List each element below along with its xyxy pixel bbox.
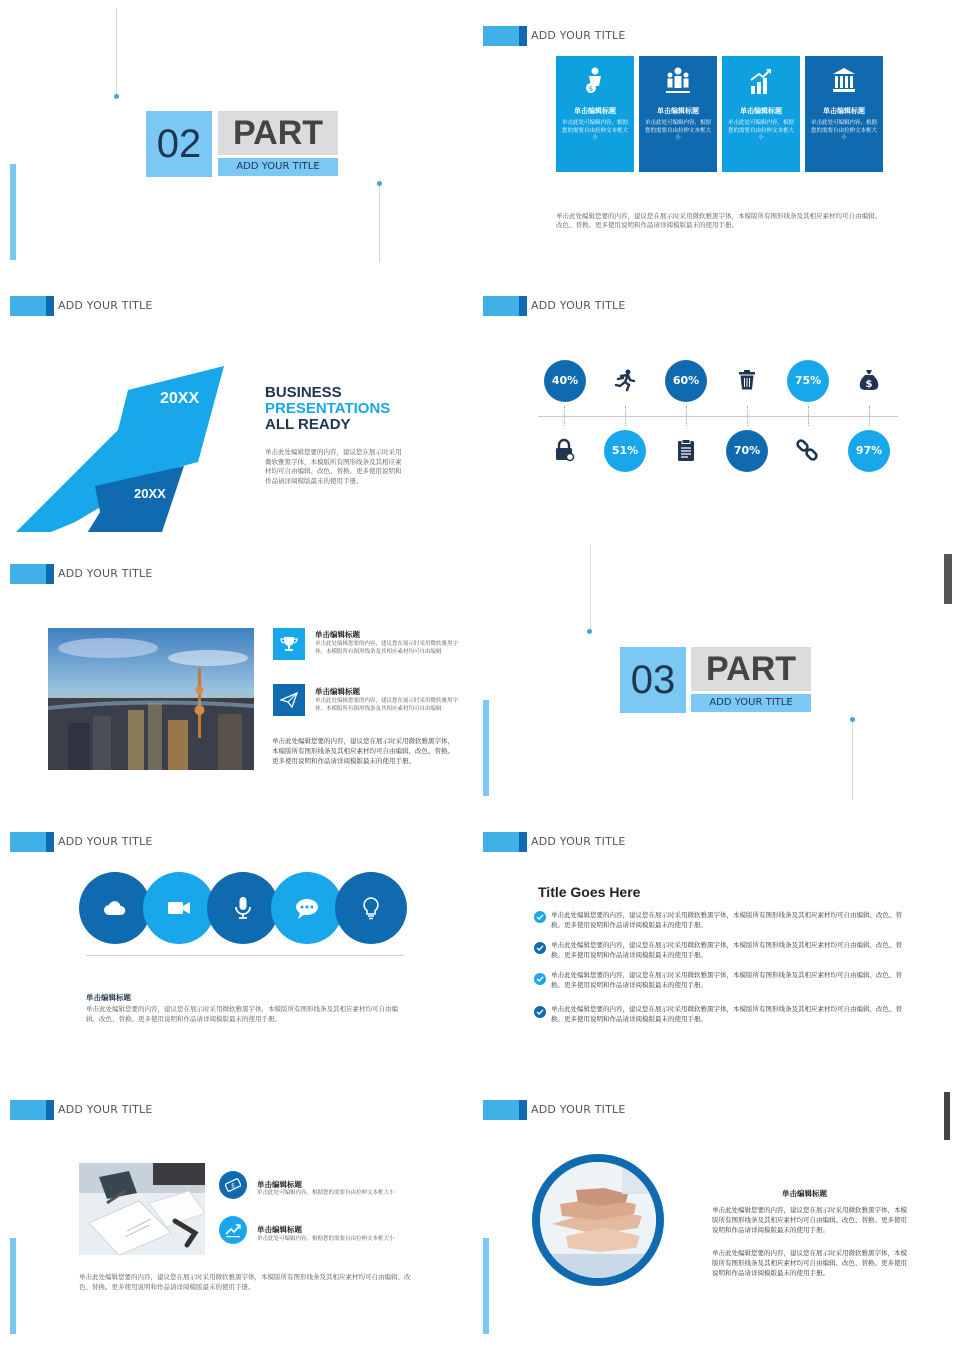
feature-box-1 <box>556 56 634 172</box>
runner-icon <box>613 368 637 392</box>
slide-title: ADD YOUR TITLE <box>58 567 153 580</box>
decor-line-bottom <box>379 186 380 262</box>
svg-text:$: $ <box>865 379 873 390</box>
office-paragraph: 单击此处编辑您要的内容，建议您在展示时采用微软雅黑字体，本模版所有图形线条及其相应素材均可自由编辑、改色、替换。更多使用说明和作品请详阅模版最末的使用手册。 <box>79 1273 411 1291</box>
lock-icon <box>552 438 576 462</box>
decor-dot-top <box>587 629 592 634</box>
check-icon <box>534 973 546 985</box>
city-item-2-title: 单击编辑标题 <box>315 687 360 696</box>
stat-circle-75: 75% <box>787 360 829 402</box>
arrow-graphic <box>0 360 240 532</box>
circles-paragraph: 单击此处编辑您要的内容，建议您在展示时采用微软雅黑字体，本模版所有图形线条及其相应素材均可自由编辑、改色、替换。更多使用说明和作品请详阅模版最末的使用手册。 <box>86 1005 398 1023</box>
headline-line-1: BUSINESS <box>265 384 342 401</box>
slide-title: ADD YOUR TITLE <box>58 1103 153 1116</box>
circle-chat <box>271 872 343 944</box>
timeline-ticks <box>538 406 898 426</box>
checklist-item: 单击此处编辑您要的内容，建议您在展示时采用微软雅黑字体，本模版所有图形线条及其相应素材均可自由编辑、改色、替换。更多使用说明和作品请详阅模版最末的使用手册。 <box>551 941 902 959</box>
slide-title: ADD YOUR TITLE <box>531 299 626 312</box>
trophy-icon-box <box>273 628 305 660</box>
slide-title: ADD YOUR TITLE <box>531 1103 626 1116</box>
slide-header <box>10 1100 310 1120</box>
checklist-title: Title Goes Here <box>538 884 641 900</box>
slide-part-02 <box>0 0 474 262</box>
office-item-1-title: 单击编辑标题 <box>257 1180 302 1189</box>
link-icon <box>795 438 819 462</box>
decor-bar-left <box>10 1238 16 1334</box>
arrow-label-2: 20XX <box>134 486 166 501</box>
slide-title: ADD YOUR TITLE <box>531 29 626 42</box>
decor-dark-bar-right <box>944 1092 950 1140</box>
boxes-paragraph: 单击此处编辑您要的内容，建议您在展示时采用微软雅黑字体，本模版所有图形线条及其相应素材均可自由编辑、改色、替换。更多使用说明和作品请详阅模版最末的使用手册。 <box>556 212 881 229</box>
chat-icon <box>295 896 319 920</box>
check-icon <box>534 942 546 954</box>
checklist-item: 单击此处编辑您要的内容，建议您在展示时采用微软雅黑字体，本模版所有图形线条及其相应素材均可自由编辑、改色、替换。更多使用说明和作品请详阅模版最末的使用手册。 <box>551 971 902 989</box>
feature-title: 单击编辑标题 <box>740 107 782 115</box>
decor-line-top <box>590 544 591 630</box>
team-icon <box>666 66 690 96</box>
chart-icon-circle <box>219 1216 247 1244</box>
slide-checklist <box>480 806 954 1068</box>
hands-paragraph-2: 单击此处编辑您要的内容，建议您在展示时采用微软雅黑字体，本模版所有图形线条及其相应素材均可自由编辑、改色、替换。更多使用说明和作品请详阅模版最末的使用手册。 <box>712 1249 907 1277</box>
checklist-item: 单击此处编辑您要的内容，建议您在展示时采用微软雅黑字体，本模版所有图形线条及其相应素材均可自由编辑、改色、替换。更多使用说明和作品请详阅模版最末的使用手册。 <box>551 1005 902 1023</box>
stat-circle-97: 97% <box>848 430 890 472</box>
arrow-label-1: 20XX <box>160 390 200 407</box>
hands-paragraph-1: 单击此处编辑您要的内容，建议您在展示时采用微软雅黑字体，本模版所有图形线条及其相应素材均可自由编辑、改色、替换。更多使用说明和作品请详阅模版最末的使用手册。 <box>712 1206 907 1234</box>
part-subtitle: ADD YOUR TITLE <box>218 158 338 176</box>
arrows-paragraph: 单击此处编辑您要的内容，建议您在展示时采用微软雅黑字体，本模版所有图形线条及其相应素材均可自由编辑、改色、替换。更多使用说明和作品请详阅模版最末的使用手册。 <box>265 448 402 485</box>
slide-four-boxes <box>480 0 954 262</box>
checklist-item: 单击此处编辑您要的内容，建议您在展示时采用微软雅黑字体，本模版所有图形线条及其相应素材均可自由编辑、改色、替换。更多使用说明和作品请详阅模版最末的使用手册。 <box>551 911 902 929</box>
slide-office <box>0 1074 474 1336</box>
decor-bar-left <box>483 1238 489 1334</box>
circle-cloud <box>79 872 151 944</box>
feature-body: 单击此处可编辑内容，根据您的需要自由拉伸文本框大小 <box>811 120 878 141</box>
city-item-1-title: 单击编辑标题 <box>315 630 360 639</box>
city-item-2-body: 单击此处编辑您要的内容，建议您在展示时采用微软雅黑字体，本模版所有图形线条及其相应素材均可自由编辑 <box>315 698 459 712</box>
part-word: PART <box>218 111 338 155</box>
part-number: 02 <box>146 111 212 177</box>
slide-city <box>0 538 474 800</box>
lightbulb-icon <box>359 896 383 920</box>
page-edge-marker <box>944 554 952 604</box>
city-item-1-body: 单击此处编辑您要的内容，建议您在展示时采用微软雅黑字体，本模版所有图形线条及其相应素材均可自由编辑 <box>315 641 459 655</box>
stat-circle-60: 60% <box>665 360 707 402</box>
trophy-icon <box>280 635 298 653</box>
office-item-2-title: 单击编辑标题 <box>257 1225 302 1234</box>
money-bag-icon <box>857 368 881 392</box>
video-camera-icon <box>167 896 191 920</box>
circle-microphone <box>207 872 279 944</box>
check-icon <box>534 911 546 923</box>
money-icon-circle <box>219 1171 247 1199</box>
slide-title: ADD YOUR TITLE <box>58 299 153 312</box>
slide-arrows <box>0 270 474 532</box>
slide-header <box>483 1100 783 1120</box>
slide-header <box>10 832 310 852</box>
feature-body: 单击此处可编辑内容，根据您的需要自由拉伸文本框大小 <box>562 120 629 141</box>
slide-header <box>483 26 783 46</box>
decor-line-top <box>116 8 117 96</box>
stat-circle-40: 40% <box>544 360 586 402</box>
feature-box-4 <box>805 56 883 172</box>
money-icon <box>225 1177 241 1193</box>
slide-header <box>10 564 310 584</box>
slide-header <box>10 296 310 316</box>
headline-line-2: PRESENTATIONS <box>265 400 391 417</box>
decor-line-bottom <box>852 722 853 800</box>
decor-bar-left <box>10 164 16 260</box>
svg-text:$: $ <box>588 85 594 93</box>
feature-box-2 <box>639 56 717 172</box>
feature-title: 单击编辑标题 <box>657 107 699 115</box>
feature-box-3 <box>722 56 800 172</box>
slide-part-03 <box>480 538 954 800</box>
money-person-icon <box>583 66 607 96</box>
slide-five-circles <box>0 806 474 1068</box>
slide-timeline <box>480 270 954 532</box>
paper-plane-icon-box <box>273 684 305 716</box>
circle-idea <box>335 872 407 944</box>
cloud-icon <box>103 896 127 920</box>
part-subtitle: ADD YOUR TITLE <box>691 694 811 712</box>
clipboard-icon <box>674 438 698 462</box>
slide-hands <box>480 1074 954 1336</box>
stat-circle-51: 51% <box>604 430 646 472</box>
office-item-1-body: 单击此处可编辑内容，根据您的需要自由拉伸文本框大小 <box>257 1190 395 1196</box>
feature-body: 单击此处可编辑内容，根据您的需要自由拉伸文本框大小 <box>728 120 795 141</box>
part-number: 03 <box>620 647 686 713</box>
paper-plane-icon <box>280 691 298 709</box>
part-word: PART <box>691 647 811 691</box>
slide-title: ADD YOUR TITLE <box>531 835 626 848</box>
bank-icon <box>832 66 856 96</box>
circle-video <box>143 872 215 944</box>
feature-body: 单击此处可编辑内容，根据您的需要自由拉伸文本框大小 <box>645 120 712 141</box>
stat-circle-70: 70% <box>726 430 768 472</box>
svg-text:$: $ <box>231 1182 235 1190</box>
teamwork-hands-image <box>532 1154 664 1286</box>
office-item-2-body: 单击此处可编辑内容，根据您的需要自由拉伸文本框大小 <box>257 1236 395 1242</box>
trend-chart-icon <box>225 1222 241 1238</box>
slide-header <box>483 296 783 316</box>
slide-title: ADD YOUR TITLE <box>58 835 153 848</box>
hands-title: 单击编辑标题 <box>782 1189 827 1198</box>
decor-dot-top <box>114 94 119 99</box>
city-skyline-image <box>48 628 254 770</box>
check-icon <box>534 1006 546 1018</box>
growth-chart-icon <box>749 66 773 96</box>
circles-title: 单击编辑标题 <box>86 993 131 1002</box>
headline-line-3: ALL READY <box>265 416 351 433</box>
microphone-icon <box>231 896 255 920</box>
trash-icon <box>735 368 759 392</box>
office-desk-image <box>79 1163 205 1255</box>
feature-title: 单击编辑标题 <box>574 107 616 115</box>
divider <box>86 955 404 956</box>
slide-header <box>483 832 783 852</box>
decor-bar-left <box>483 700 489 796</box>
city-paragraph: 单击此处编辑您要的内容，建议您在展示时采用微软雅黑字体，本模版所有图形线条及其相应素材均可自由编辑、改色、替换。更多使用说明和作品请详阅模版最末的使用手册。 <box>272 737 454 765</box>
feature-title: 单击编辑标题 <box>823 107 865 115</box>
